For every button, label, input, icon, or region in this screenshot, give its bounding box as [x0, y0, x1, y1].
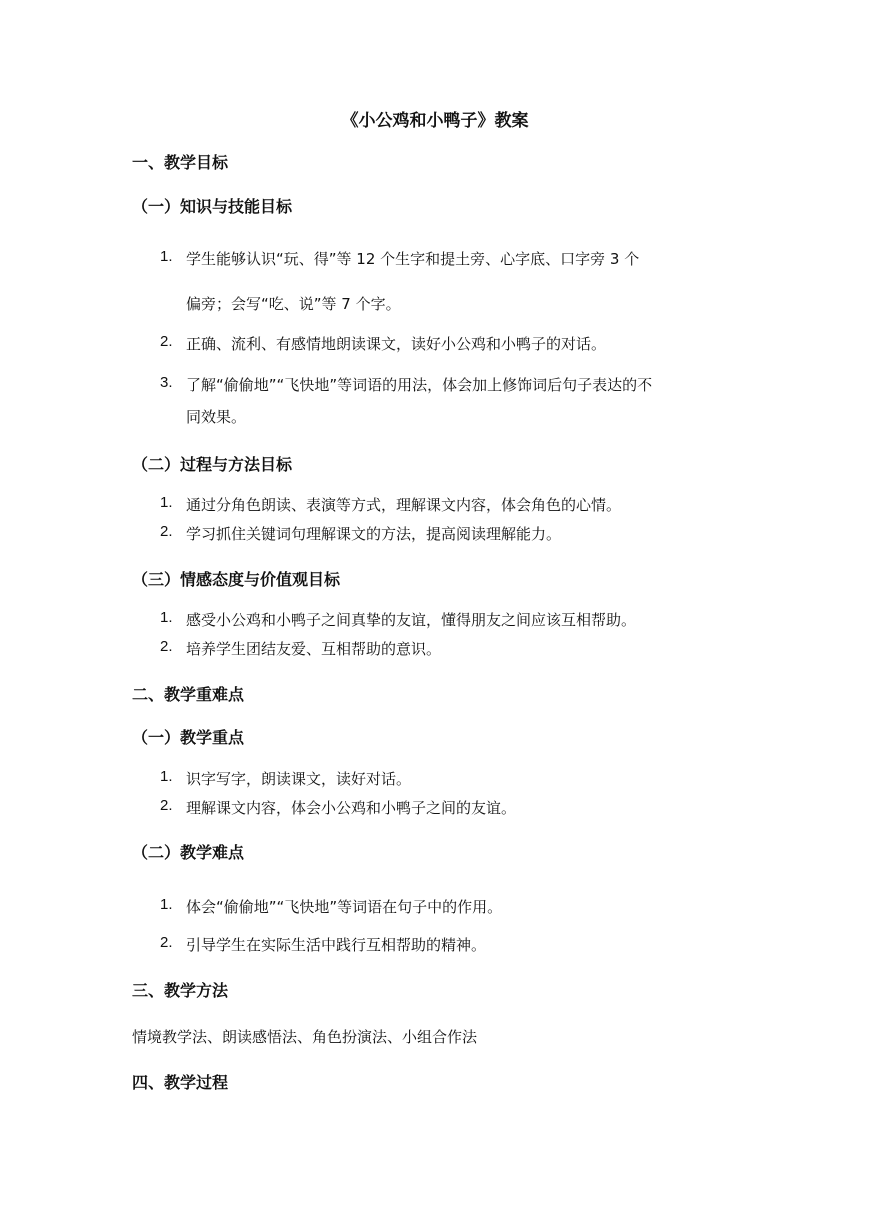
list-text: 理解课文内容，体会小公鸡和小鸭子之间的友谊。: [186, 799, 517, 817]
list-number: 2.: [160, 638, 173, 655]
list-text: 学习抓住关键词句理解课文的方法，提高阅读理解能力。: [186, 525, 562, 543]
subsection-heading-difficulty: （二）教学难点: [132, 843, 245, 862]
list-number: 2.: [160, 523, 173, 540]
section-heading-goals: 一、教学目标: [132, 153, 229, 172]
list-number: 1.: [160, 248, 173, 265]
list-number: 3.: [160, 374, 173, 391]
list-text: 感受小公鸡和小鸭子之间真挚的友谊，懂得朋友之间应该互相帮助。: [186, 611, 637, 629]
subsection-heading-process: （二）过程与方法目标: [132, 455, 293, 474]
list-number: 1.: [160, 494, 173, 511]
list-number: 2.: [160, 333, 173, 350]
section-heading-key-points: 二、教学重难点: [132, 685, 245, 704]
list-number: 1.: [160, 896, 173, 913]
list-number: 2.: [160, 797, 173, 814]
list-text: 学生能够认识“玩、得”等 12 个生字和提土旁、心字底、口字旁 3 个: [186, 250, 640, 268]
list-number: 1.: [160, 768, 173, 785]
list-number: 1.: [160, 609, 173, 626]
list-text: 识字写字，朗读课文，读好对话。: [186, 770, 412, 788]
list-text: 正确、流利、有感情地朗读课文，读好小公鸡和小鸭子的对话。: [186, 335, 607, 353]
list-text-continued: 同效果。: [186, 408, 247, 426]
list-text: 通过分角色朗读、表演等方式，理解课文内容，体会角色的心情。: [186, 496, 622, 514]
list-text: 引导学生在实际生活中践行互相帮助的精神。: [186, 936, 487, 954]
list-text: 体会“偷偷地”“飞快地”等词语在句子中的作用。: [186, 898, 503, 916]
subsection-heading-focus: （一）教学重点: [132, 728, 245, 747]
list-text: 培养学生团结友爱、互相帮助的意识。: [186, 640, 442, 658]
list-number: 2.: [160, 934, 173, 951]
subsection-heading-knowledge: （一）知识与技能目标: [132, 197, 293, 216]
section-heading-process: 四、教学过程: [132, 1073, 229, 1092]
list-text-continued: 偏旁；会写“吃、说”等 7 个字。: [186, 295, 401, 313]
list-text: 了解“偷偷地”“飞快地”等词语的用法，体会加上修饰词后句子表达的不: [186, 376, 653, 394]
methods-paragraph: 情境教学法、朗读感悟法、角色扮演法、小组合作法: [132, 1028, 478, 1046]
section-heading-methods: 三、教学方法: [132, 981, 229, 1000]
subsection-heading-emotion: （三）情感态度与价值观目标: [132, 570, 341, 589]
document-title: 《小公鸡和小鸭子》教案: [341, 111, 529, 131]
